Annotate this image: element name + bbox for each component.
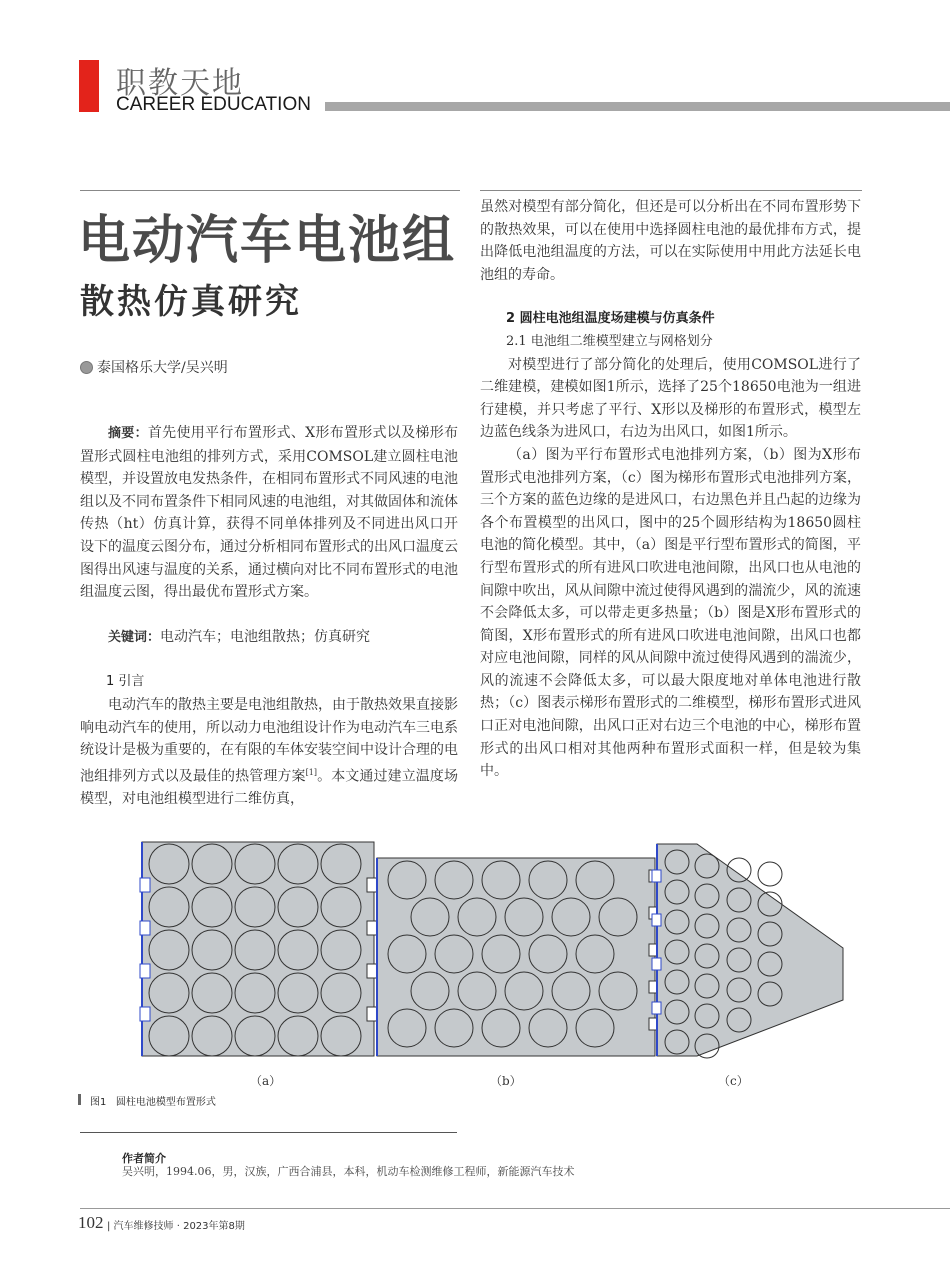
header-rule <box>325 102 950 111</box>
inlet-notch <box>652 958 661 970</box>
figure-number: 图1 <box>90 1097 107 1108</box>
intro-text: 电动汽车的散热主要是电池组散热，由于散热效果直接影响电动汽车的使用，所以动力电池组设计作为电动汽车三电系统设计是极为重要的，在有限的车体安装空间中设计合理的电池组排列方式以及最佳的热管理方案 <box>80 696 458 785</box>
figure-label-b: （b） <box>490 1074 522 1088</box>
right-para-2: （a）图为平行布置形式电池排列方案，（b）图为X形布置形式电池排列方案，（c）图为梯形布置形式电池排列方案，三个方案的蓝色边缘的是进风口，右边黑色并且凸起的边缘为各个布置模型的出风口，图中的25个圆形结构为18650圆柱电池的简化模型。其中，（a）图是平行型布置形式的简图，平行型布置形式的所有进风口吹进电池间隙，出风口也从电池的间隙中吹出，风从间隙中流过使得风遇到的湍流少，风的流速不会降低太多，可以带走更多热量；（b）图是X形布置形式的简图，X形布置形式的所有进风口吹进电池间隙，出风口也都对应电池间隙，同样的风从间隙中流过使得风遇到的湍流少，风的流速不会降低太多，可以最大限度地对单体电池进行散热；（c）图表示梯形布置形式的二维模型，梯形布置形式进风口正对电池间隙，出风口正对右边三个电池的中心，梯形布置形式的出风口相对其他两种布置形式面积一样，但是较为集中。 <box>480 446 861 780</box>
caption-marker <box>78 1094 81 1105</box>
layout-a-parallel <box>140 842 379 1056</box>
keywords-label: 关键词： <box>108 629 161 645</box>
intro-heading: 1 引言 <box>106 674 145 690</box>
section-marker <box>79 60 99 112</box>
keywords-text: 电动汽车；电池组散热；仿真研究 <box>160 628 371 645</box>
bio-text: 吴兴明，1994.06，男，汉族，广西合浦县，本科，机动车检测维修工程师，新能源汽车技术 <box>122 1165 575 1178</box>
battery-layout-figure <box>137 840 847 1060</box>
figure-label-c: （c） <box>718 1074 749 1088</box>
bio-rule <box>80 1132 457 1133</box>
intro-text-tail: 。本文通过建立温度场模型，对电池组模型进行二维仿真， <box>80 768 459 807</box>
title-rule <box>80 190 460 191</box>
left-column <box>80 422 458 811</box>
article-title: 电动汽车电池组 <box>78 211 457 271</box>
inlet-notch <box>652 914 661 926</box>
layout-a-body <box>142 842 374 1056</box>
page-number: 102 <box>78 1213 104 1232</box>
abstract-text: 首先使用平行布置形式、X形布置形式以及梯形布置形式圆柱电池组的排列方式，采用COMSOL建立圆柱电池模型，并设置放电发热条件，在相同布置形式不同风速的电池组以及不同布置条件下相同风速的电池组，对其做固体和流体传热（ht）仿真计算，获得不同单体排列及不同进出风口开设下的温度云图分布，通过分析相同布置形式的出风口温度云图得出风速与温度的关系，通过横向对比不同布置形式的电池组温度云图，得出最优布置形式方案。 <box>80 425 458 601</box>
section-title-en: CAREER EDUCATION <box>116 94 311 115</box>
right-column <box>480 196 861 783</box>
journal-name: | 汽车维修技师 · 2023年第8期 <box>107 1221 245 1232</box>
section-title-cn: 职教天地 <box>116 66 244 101</box>
keywords <box>80 626 458 650</box>
university-seal-icon <box>80 361 93 374</box>
article-subtitle: 散热仿真研究 <box>80 282 302 322</box>
figure-label-a: （a） <box>250 1074 282 1088</box>
battery-cell <box>758 862 782 886</box>
section-2-1-heading: 2.1 电池组二维模型建立与网格划分 <box>506 333 713 349</box>
figure-caption <box>90 1093 216 1108</box>
inlet-notch <box>140 878 150 892</box>
inlet-notch <box>652 1002 661 1014</box>
right-para-0: 虽然对模型有部分简化，但还是可以分析出在不同布置形势下的散热效果，可以在使用中选择圆柱电池的最优排布方式，提出降低电池组温度的方法，可以在实际使用中用此方法延长电池组的寿命。 <box>480 199 861 283</box>
footer-rule <box>80 1208 950 1209</box>
column-rule <box>480 190 862 191</box>
author-name: 泰国格乐大学/吴兴明 <box>97 360 228 376</box>
layout-c-trapezoid <box>652 844 843 1058</box>
author-line <box>80 357 228 377</box>
section-2-heading: 2 圆柱电池组温度场建模与仿真条件 <box>506 311 715 327</box>
inlet-notch <box>140 964 150 978</box>
bio-title: 作者简介 <box>122 1152 166 1165</box>
right-para-1: 对模型进行了部分简化的处理后，使用COMSOL进行了二维建模，建模如图1所示，选择了25个18650电池为一组进行建模，并只考虑了平行、X形以及梯形的布置形式，模型左边蓝色线条为进风口，右边为出风口，如图1所示。 <box>480 356 861 441</box>
abstract-label: 摘要： <box>108 426 148 441</box>
layout-b-x-shape <box>377 858 659 1056</box>
intro-paragraph <box>80 694 458 811</box>
inlet-notch <box>140 921 150 935</box>
inlet-notch <box>652 870 661 882</box>
citation-ref: [1] <box>305 767 317 777</box>
abstract <box>80 422 458 604</box>
figure-caption-text: 圆柱电池模型布置形式 <box>115 1097 216 1108</box>
inlet-notch <box>140 1007 150 1021</box>
